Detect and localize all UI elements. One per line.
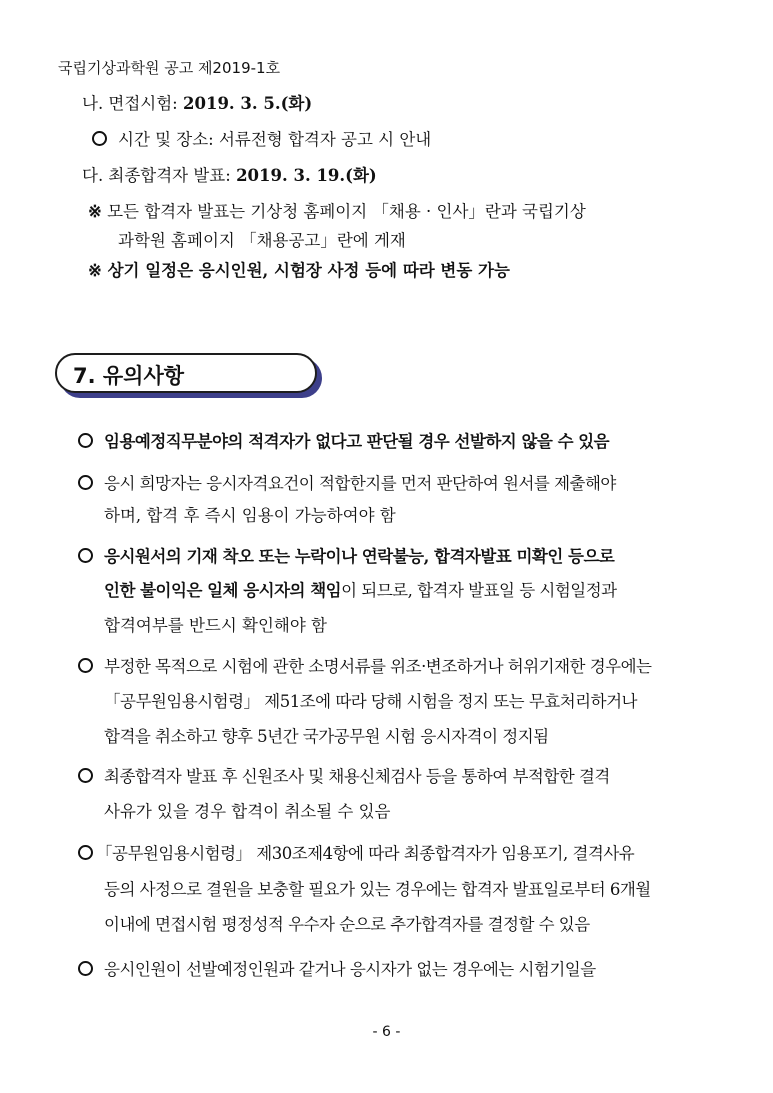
- item-4-line-1: 부정한 목적으로 시험에 관한 소명서류를 위조·변조하거나 허위기재한 경우에는: [104, 657, 652, 676]
- interview-label: 나. 면접시험:: [82, 94, 183, 113]
- item-3-line-1: 응시원서의 기재 착오 또는 누락이나 연락불능, 합격자발표 미확인 등으로: [104, 547, 615, 566]
- note-1-text: 모든 합격자 발표는 기상청 홈페이지 「채용 · 인사」란과 국립기상: [107, 202, 586, 221]
- item-6-line-3: 이내에 면접시험 평정성적 우수자 순으로 추가합격자를 결정할 수 있음: [104, 915, 590, 934]
- item-2-line-2: 하며, 합격 후 즉시 임용이 가능하여야 함: [104, 506, 396, 525]
- final-line: [82, 162, 377, 186]
- item-5-line-1: 최종합격자 발표 후 신원조사 및 채용신체검사 등을 통하여 부적합한 결격: [104, 767, 610, 786]
- item-3-bold-text: 인한 불이익은 일체 응시자의 책임: [104, 581, 342, 600]
- section-title: 7. 유의사항: [73, 364, 185, 388]
- interview-date: 2019. 3. 5.(화): [183, 94, 313, 113]
- bullet-circle-icon: [78, 475, 93, 490]
- bullet-circle-icon: [78, 433, 93, 448]
- item-6-line-1: 「공무원임용시험령」 제30조제4항에 따라 최종합격자가 임용포기, 결격사유: [96, 844, 635, 863]
- item-4-line-3: 합격을 취소하고 향후 5년간 국가공무원 시험 응시자격이 정지됨: [104, 727, 549, 746]
- item-1-line-1: 임용예정직무분야의 적격자가 없다고 판단될 경우 선발하지 않을 수 있음: [104, 432, 610, 451]
- item-6-line-2: 등의 사정으로 결원을 보충할 필요가 있는 경우에는 합격자 발표일로부터 6개월: [104, 880, 651, 899]
- item-3-rest-text: 이 되므로, 합격자 발표일 등 시험일정과: [341, 581, 617, 600]
- bullet-circle-icon: [78, 658, 93, 673]
- bullet-circle-icon: [78, 845, 93, 860]
- interview-note: 시간 및 장소: 서류전형 합격자 공고 시 안내: [118, 130, 432, 149]
- item-7-line-1: 응시인원이 선발예정인원과 같거나 응시자가 없는 경우에는 시험기일을: [104, 960, 596, 979]
- bullet-circle-icon: [92, 131, 107, 146]
- item-3-line-2: [104, 577, 617, 601]
- note-2: [88, 257, 510, 281]
- document-header: 국립기상과학원 공고 제2019-1호: [58, 59, 281, 77]
- bullet-circle-icon: [78, 548, 93, 563]
- note-1-line-2: 과학원 홈페이지 「채용공고」란에 게재: [118, 231, 406, 250]
- item-4-line-2: 「공무원임용시험령」 제51조에 따라 당해 시험을 정지 또는 무효처리하거나: [104, 692, 637, 711]
- note-1-line-1: [88, 198, 586, 222]
- bullet-circle-icon: [78, 768, 93, 783]
- reference-mark-icon: ※: [88, 202, 102, 221]
- item-3-line-3: 합격여부를 반드시 확인해야 함: [104, 616, 327, 635]
- item-5-line-2: 사유가 있을 경우 합격이 취소될 수 있음: [104, 802, 391, 821]
- item-2-line-1: 응시 희망자는 응시자격요건이 적합한지를 먼저 판단하여 원서를 제출해야: [104, 474, 616, 493]
- final-label: 다. 최종합격자 발표:: [82, 166, 237, 185]
- interview-line: [82, 90, 312, 114]
- note-2-text: 상기 일정은 응시인원, 시험장 사정 등에 따라 변동 가능: [107, 261, 510, 280]
- bullet-circle-icon: [78, 961, 93, 976]
- page-number: - 6 -: [372, 1024, 401, 1040]
- reference-mark-icon: ※: [88, 261, 102, 280]
- final-date: 2019. 3. 19.(화): [236, 166, 377, 185]
